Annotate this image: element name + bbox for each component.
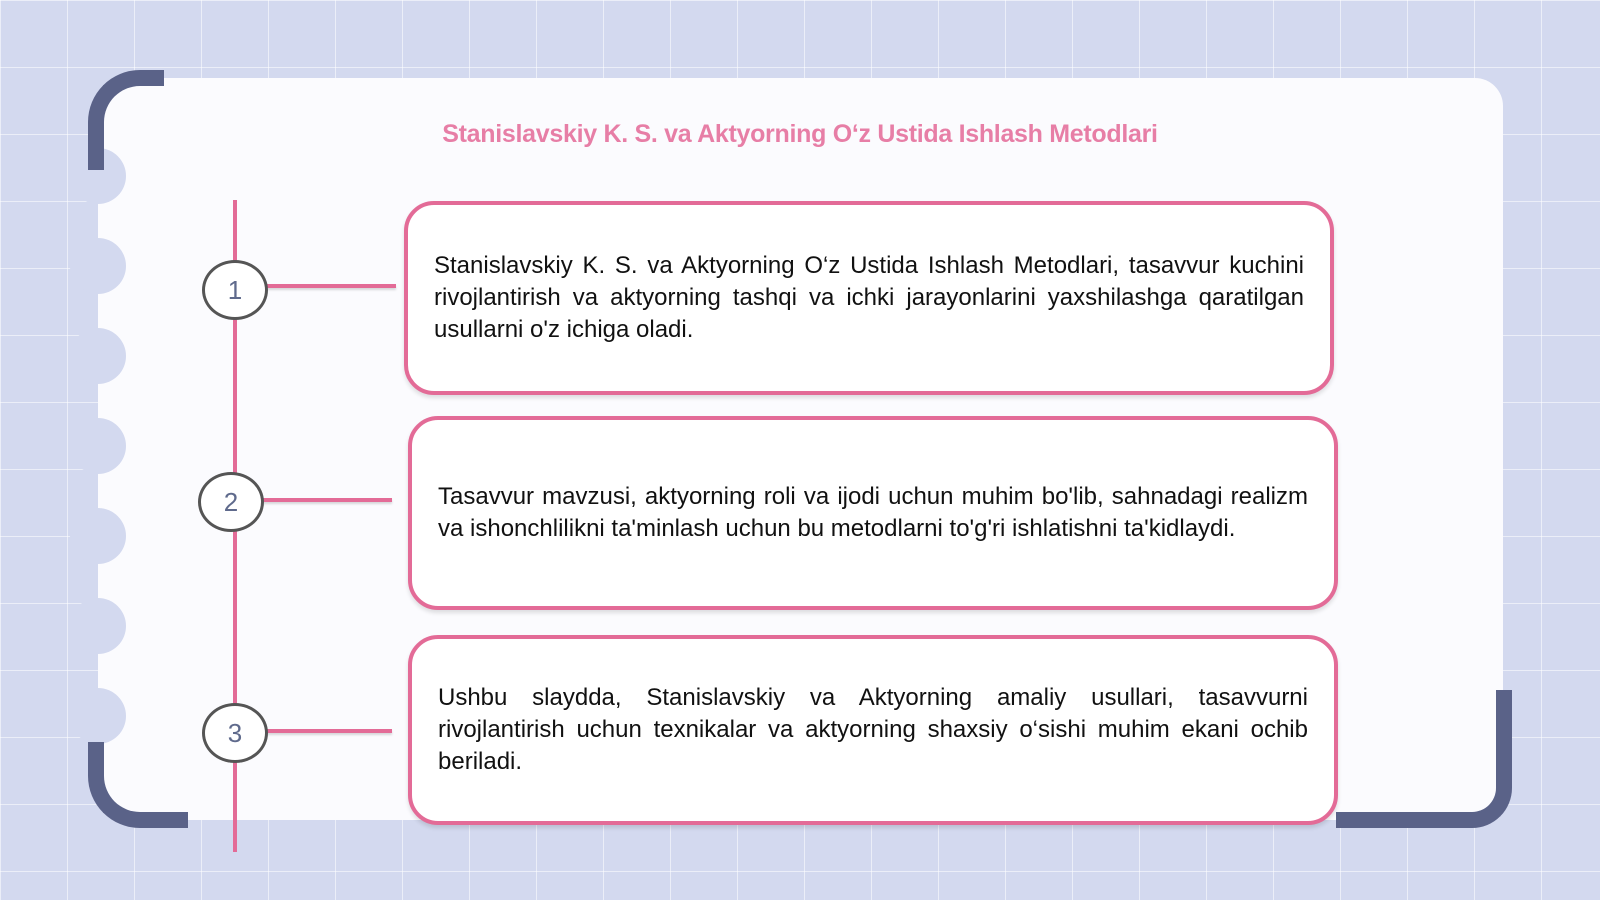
step-number-1: 1 xyxy=(202,260,268,320)
timeline-connector xyxy=(266,284,396,288)
timeline-connector xyxy=(266,729,392,733)
card-notch xyxy=(70,418,126,474)
timeline-card-1 xyxy=(404,201,1334,395)
timeline-connector xyxy=(262,498,392,502)
timeline-card-text: Tasavvur mavzusi, aktyorning roli va ijodi uchun muhim bo'lib, sahnadagi realizm va ishonchlilikni ta'minlash uchun bu metodlarni to'g'ri ishlatishni ta'kidlaydi. xyxy=(438,483,1308,542)
corner-bracket-top-left xyxy=(88,70,164,170)
timeline-card-text: Ushbu slaydda, Stanislavskiy va Aktyorning amaliy usullari, tasavvurni rivojlantirish uchun texnikalar va aktyorning shaxsiy o‘sishi muhim ekani ochib beriladi. xyxy=(438,684,1308,775)
timeline-card-3 xyxy=(408,635,1338,825)
card-notch xyxy=(70,328,126,384)
timeline-card-2 xyxy=(408,416,1338,610)
corner-bracket-bottom-right xyxy=(1336,690,1512,828)
card-notch xyxy=(70,598,126,654)
card-notch xyxy=(70,688,126,744)
timeline-card-text: Stanislavskiy K. S. va Aktyorning O‘z Ustida Ishlash Metodlari, tasavvur kuchini rivojlantirish va aktyorning tashqi va ichki jarayonlarini yaxshilashga qaratilgan usullarni o'z ichiga oladi. xyxy=(434,252,1304,343)
corner-bracket-bottom-left xyxy=(88,742,188,828)
card-notch xyxy=(70,238,126,294)
slide-title: Stanislavskiy K. S. va Aktyorning O‘z Ustida Ishlash Metodlari xyxy=(442,120,1158,148)
card-notch xyxy=(70,508,126,564)
step-number-3: 3 xyxy=(202,703,268,763)
step-number-2: 2 xyxy=(198,472,264,532)
